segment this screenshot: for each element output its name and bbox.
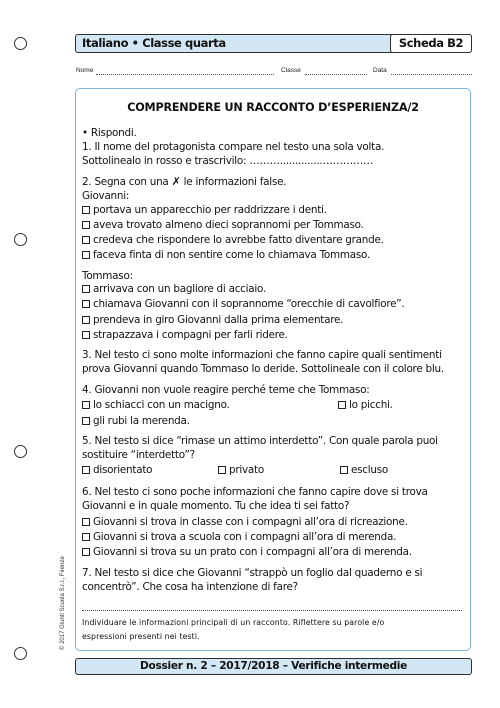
- q1-line1: 1. Il nome del protagonista compare nel testo una sola volta.: [82, 141, 385, 153]
- q5-line2: sostituire “interdetto”?: [82, 449, 195, 461]
- checkbox[interactable]: [82, 417, 90, 425]
- q2-giovanni-item: [82, 234, 384, 247]
- q4-line1: 4. Giovanni non vuole reagire perché teme che Tommaso:: [82, 384, 370, 396]
- worksheet-title: COMPRENDERE UN RACCONTO D’ESPERIENZA/2: [127, 101, 419, 114]
- instruction: • Rispondi.: [82, 127, 137, 139]
- binder-hole-lower: [14, 445, 27, 458]
- class-field[interactable]: [305, 74, 367, 75]
- item-text: portava un apparecchio per raddrizzare i denti.: [93, 204, 327, 216]
- q5-option-c: [340, 464, 388, 477]
- q5-option-b: [218, 464, 264, 477]
- item-text: prendeva in giro Giovanni dalla prima elementare.: [93, 314, 344, 326]
- q5-line1: 5. Nel testo si dice “rimase un attimo interdetto”. Con quale parola puoi: [82, 435, 438, 447]
- q2-giovanni-label: Giovanni:: [82, 190, 130, 202]
- option-text: disorientato: [93, 464, 153, 476]
- checkbox[interactable]: [82, 533, 90, 541]
- q2-tommaso-label: Tommaso:: [82, 270, 133, 282]
- option-text: privato: [229, 464, 264, 476]
- q2-tommaso-item: [82, 283, 266, 296]
- option-text: Giovanni si trova in classe con i compagni all’ora di ricreazione.: [93, 516, 408, 528]
- checkbox[interactable]: [82, 548, 90, 556]
- copyright-text: © 2017 Giunti Scuola S.r.l., Firenze: [60, 556, 66, 650]
- cross-mark-icon: ✗: [171, 175, 181, 188]
- q7-answer-line[interactable]: [82, 610, 462, 611]
- binder-hole-top: [14, 37, 27, 50]
- q2-giovanni-item: [82, 249, 370, 262]
- date-field[interactable]: [391, 74, 472, 75]
- q6-option: [82, 546, 412, 559]
- checkbox[interactable]: [82, 285, 90, 293]
- q2-tommaso-item: [82, 314, 343, 327]
- objectives-line1: Individuare le informazioni principali di un racconto. Riflettere su parole e/o: [82, 618, 385, 627]
- q2-prompt-end: le informazioni false.: [183, 176, 287, 188]
- objectives-line2: espressioni presenti nei testi.: [82, 632, 200, 641]
- learning-objectives: [82, 616, 384, 644]
- q2-prompt-start: 2. Segna con una: [82, 176, 169, 188]
- option-text: Giovanni si trova su un prato con i compagni all’ora di merenda.: [93, 546, 412, 558]
- option-text: escluso: [351, 464, 389, 476]
- option-text: Giovanni si trova a scuola con i compagni all’ora di merenda.: [93, 531, 397, 543]
- q2-tommaso-item: [82, 298, 404, 311]
- q3-line2: prova Giovanni quando Tommaso lo deride. Sottolineale con il colore blu.: [82, 363, 444, 375]
- name-label: Nome: [76, 67, 94, 74]
- checkbox[interactable]: [82, 251, 90, 259]
- checkbox[interactable]: [82, 316, 90, 324]
- item-text: arrivava con un bagliore di acciaio.: [93, 283, 267, 295]
- option-text: gli rubi la merenda.: [93, 415, 190, 427]
- checkbox[interactable]: [218, 466, 226, 474]
- q6-line1: 6. Nel testo ci sono poche informazioni che fanno capire dove si trova: [82, 486, 428, 498]
- checkbox[interactable]: [82, 331, 90, 339]
- date-label: Data: [373, 67, 387, 74]
- q6-line2: Giovanni e in quale momento. Tu che idea ti sei fatto?: [82, 500, 350, 512]
- q6-option: [82, 516, 408, 529]
- q1-line2: Sottolinealo in rosso e trascrivilo: ………..............……………: [82, 155, 374, 167]
- item-text: credeva che rispondere lo avrebbe fatto diventare grande.: [93, 234, 384, 246]
- q4-option-c: [82, 415, 190, 428]
- checkbox[interactable]: [82, 401, 90, 409]
- checkbox[interactable]: [82, 206, 90, 214]
- q2-tommaso-item: [82, 329, 288, 342]
- sheet-label: Scheda B2: [390, 34, 472, 53]
- q3-line1: 3. Nel testo ci sono molte informazioni che fanno capire quali sentimenti: [82, 349, 442, 361]
- q4-option-b: [338, 399, 393, 412]
- name-field[interactable]: [96, 74, 274, 75]
- q6-option: [82, 531, 396, 544]
- q7-line2: concentrò”. Che cosa ha intenzione di fare?: [82, 581, 298, 593]
- q7-line1: 7. Nel testo si dice che Giovanni “strappò un foglio dal quaderno e si: [82, 567, 423, 579]
- checkbox[interactable]: [340, 466, 348, 474]
- checkbox[interactable]: [82, 300, 90, 308]
- worksheet-box: [75, 88, 471, 651]
- checkbox[interactable]: [82, 518, 90, 526]
- class-label: Classe: [281, 67, 301, 74]
- header-bar: [75, 34, 472, 53]
- q2-prompt: [82, 175, 286, 189]
- checkbox[interactable]: [82, 466, 90, 474]
- checkbox[interactable]: [338, 401, 346, 409]
- item-text: strapazzava i compagni per farli ridere.: [93, 329, 288, 341]
- checkbox[interactable]: [82, 236, 90, 244]
- item-text: faceva finta di non sentire come lo chiamava Tommaso.: [93, 249, 371, 261]
- option-text: lo schiacci con un macigno.: [93, 399, 230, 411]
- item-text: aveva trovato almeno dieci soprannomi per Tommaso.: [93, 219, 364, 231]
- q4-option-a: [82, 399, 230, 412]
- subject-title: Italiano • Classe quarta: [82, 36, 226, 50]
- q2-giovanni-item: [82, 204, 327, 217]
- binder-hole-bottom: [14, 647, 27, 660]
- q5-option-a: [82, 464, 152, 477]
- footer-bar: Dossier n. 2 – 2017/2018 – Verifiche intermedie: [75, 658, 472, 675]
- binder-hole-middle: [14, 233, 27, 246]
- option-text: lo picchi.: [349, 399, 393, 411]
- q2-giovanni-item: [82, 219, 364, 232]
- checkbox[interactable]: [82, 221, 90, 229]
- copyright-notice: [60, 520, 70, 660]
- item-text: chiamava Giovanni con il soprannome “orecchie di cavolfiore”.: [93, 298, 405, 310]
